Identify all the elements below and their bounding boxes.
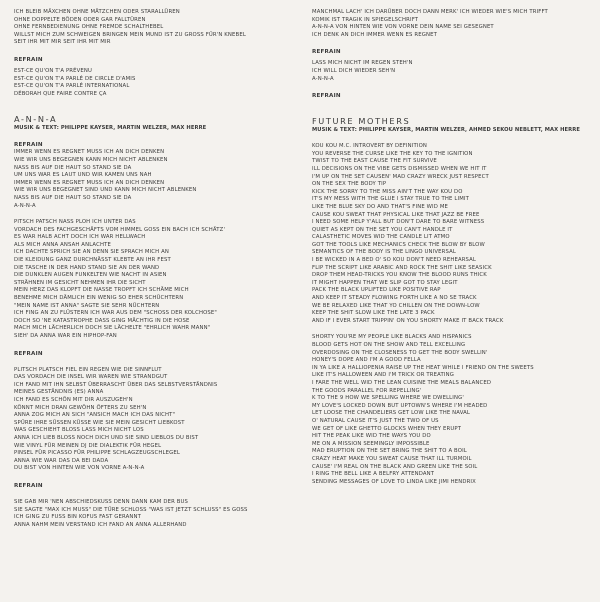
refrain-regen bbox=[312, 60, 594, 83]
lyric-line: THE GOODS PARALLEL FOR REPELLING' bbox=[312, 387, 422, 394]
lyric-line: SIE GAB MIR 'NEN ABSCHIEDSKUSS DENN DANN KAM DER BUS bbox=[14, 498, 189, 505]
verse-3 bbox=[14, 499, 304, 529]
lyric-line: YOU REVERSE THE CURSE LIKE THE KEY TO THE IGNITION bbox=[312, 150, 473, 157]
lyric-line: CAUSE' I'M REAL ON THE BLACK AND GREEN LIKE THE SOIL bbox=[312, 463, 478, 470]
lyric-line: KÖNNT MICH DRAN GEWÖHN ÖFTERS ZU SEH'N bbox=[14, 404, 147, 411]
lyric-line: SENDING MESSAGES OF LOVE TO LINDA LIKE JIMI HENDRIX bbox=[312, 478, 476, 485]
lyric-line: SIE SAGTE "MAX ICH MUSS" DIE TÜRE SCHLOSS "WAS IST JETZT SCHLUSS" ES GOSS bbox=[14, 506, 248, 513]
lyric-line: ME ON A MISSION SEEMINGLY IMPOSSIBLE bbox=[312, 440, 430, 447]
lyric-line: DIE TASCHE IN DER HAND STAND SIE AN DER WAND bbox=[14, 264, 160, 271]
song-title-future-mothers: FUTURE MOTHERS bbox=[312, 116, 411, 127]
refrain-heading: REFRAIN bbox=[14, 56, 43, 63]
verse-1 bbox=[14, 219, 304, 341]
lyric-line: I NEED SOME HELP Y'ALL BUT DON'T DARE TO BARE WITNESS bbox=[312, 219, 485, 226]
lyric-line: ON THE SEX THE BODY TIP bbox=[312, 181, 387, 188]
lyric-line: WE GET OF LIKE GHETTO GLOCKS WHEN THEY ERUPT bbox=[312, 425, 462, 432]
refrain-heading: REFRAIN bbox=[312, 49, 341, 56]
lyric-line: PACK THE BLACK UPLIFTED LIKE POSITIVE RAP bbox=[312, 287, 441, 294]
refrain-heading: REFRAIN bbox=[312, 93, 341, 100]
lyric-line: ANNA ICH LIEB BLOSS NOCH DICH UND SIE SIND LIEBLOS DU BIST bbox=[14, 434, 199, 441]
lyric-line: ANNA ZOG MICH AN SICH "ANSICH MACH ICH DAS NICHT" bbox=[14, 412, 176, 419]
lyric-line: HIT THE PEAK LIKE WID THE WAYS YOU DO bbox=[312, 433, 431, 440]
lyric-line: WILLST MICH ZUM SCHWEIGEN BRINGEN MEIN MUND IST ZU GROSS FÜR'N KNEBEL bbox=[14, 31, 246, 38]
lyric-line: BENEHME MICH DÄMLICH EIN WENIG SO EHER SCHÜCHTERN bbox=[14, 295, 184, 302]
lyric-line: STRÄHNEN IM GESICHT NEHMEN IHR DIE SICHT bbox=[14, 279, 146, 286]
lyric-line: OHNE DOPPELTE BÖDEN ODER GAR FALLTÜREN bbox=[14, 16, 146, 23]
lyric-line: PITSCH PATSCH NASS PLOH ICH UNTER DAS bbox=[14, 219, 136, 226]
lyric-line: AND IF I EVER START TRIPPIN' ON YOU SHORTY MAKE IT BACK TRACK bbox=[312, 317, 504, 324]
lyric-line: TWIST TO THE EAST CAUSE THE FIT SURVIVE bbox=[312, 158, 437, 165]
lyric-line: MANCHMAL LACH' ICH DARÜBER DOCH DANN MERK' ICH WIEDER WIE'S MICH TRIFFT bbox=[312, 9, 548, 15]
lyric-line: K TO THE 9 HOW WE SPELLING WHERE WE DWELLING' bbox=[312, 395, 464, 402]
lyric-line: IN YA LIKE A HALLIOPENIA RAISE UP THE HEAT WHILE I FRIEND ON THE SWEETS bbox=[312, 364, 534, 371]
lyric-line: MEINES GESTÄNDNIS (ES) ANNA bbox=[14, 389, 104, 396]
lyric-line: ES WAR HALB ACHT DOCH ICH WAR HELLWACH bbox=[14, 234, 146, 241]
song-title-anna: A-N-N-A bbox=[14, 114, 58, 125]
lyric-line: LIKE IT'S HALLOWEEN AND I'M TRICK OR TREATING bbox=[312, 372, 454, 379]
refrain-anna bbox=[14, 149, 304, 210]
lyric-line: DU BIST VON HINTEN WIE VON VORNE A-N-N-A bbox=[14, 465, 145, 472]
lyric-line: ICH FING AN ZU FLÜSTERN ICH WAR AUS DEM "SCHOSS DER KOLCHOSE" bbox=[14, 310, 218, 317]
lyric-line: OHNE FERNBEDIENUNG OHNE FREMDE SCHALTHEBEL bbox=[14, 24, 164, 31]
lyric-line: NASS BIS AUF DIE HAUT SO STAND SIE DA bbox=[14, 164, 132, 171]
lyric-line: ICH BLEIB MÄXCHEN OHNE MÄTZCHEN ODER STARALLÜREN bbox=[14, 9, 180, 15]
lyric-line: EST-CE QU'ON T'A PRÉVENU bbox=[14, 67, 93, 74]
lyric-line: PINSEL FÜR PICASSO FÜR PHILIPPE SCHLAGZEUGSCHLEGEL bbox=[14, 450, 180, 457]
refrain-heading: REFRAIN bbox=[14, 142, 43, 149]
lyric-line: CALASTHETIC MOVES WID THE CANDLE LIT ATMO bbox=[312, 234, 450, 241]
lyric-line: A-N-N-A bbox=[14, 202, 36, 209]
lyric-line: WAS GESCHIEHT BLOSS LASS MICH NICHT LOS bbox=[14, 427, 144, 434]
lyric-line: DÉBORAH QUE FAIRE CONTRE ÇA bbox=[14, 90, 107, 97]
intro-verse bbox=[14, 9, 304, 47]
lyric-line: SPÜRE IHRE SÜSSEN KÜSSE WIE SIE MEIN GESICHT LIEBKOST bbox=[14, 419, 185, 426]
lyric-line: WIE WIR UNS BEGEGNET SIND UND KANN MICH NICHT ABLENKEN bbox=[14, 187, 197, 194]
lyric-line: QUIET AS KEPT ON THE SET YOU CAN'T HANDLE IT bbox=[312, 226, 453, 233]
lyric-line: SIEH' DA ANNA WAR EIN HIPHOP-FAN bbox=[14, 333, 117, 339]
left-column bbox=[14, 9, 304, 529]
lyric-line: KOMIK IST TRAGIK IN SPIEGELSCHRIFT bbox=[312, 16, 419, 23]
lyric-line: EST-CE QU'ON T'A PARLÉ DE CIRCLE D'AMIS bbox=[14, 75, 136, 82]
refrain-heading: REFRAIN bbox=[14, 350, 43, 357]
lyric-line: A-N-N-A bbox=[312, 75, 334, 82]
lyric-line: LET LOOSE THE CHANDELIERS GET LOW LIKE THE NAVAL bbox=[312, 410, 471, 417]
verse-continued bbox=[312, 9, 594, 39]
lyric-line: I RING THE BELL LIKE A BELFRY ATTENDANT bbox=[312, 471, 435, 478]
lyric-line: "MEIN NAME IST ANNA" SAGTE SIE SEHR NÜCHTERN bbox=[14, 302, 160, 309]
lyric-line: ICH FAND MIT IHN SELBST ÜBERRASCHT ÜBER DAS SELBSTVERSTÄNDNIS bbox=[14, 381, 218, 388]
lyric-line: DAS VORDACH DIE INSEL WIR WAREN WIE STRANDGUT bbox=[14, 374, 168, 381]
lyric-line: DOCH SO 'NE KATASTROPHE DASS GING MÄCHTIG IN DIE HOSE bbox=[14, 317, 190, 324]
lyric-line: IT MIGHT HAPPEN THAT WE SLIP GOT TO STAY LEGIT bbox=[312, 279, 458, 286]
lyric-line: LIKE THE BLUE SKY DO AND THAT'S FINE WID ME bbox=[312, 203, 449, 210]
lyric-line: MY LOVE'S LOCKED DOWN BUT UPTOWN'S WHERE I'M HEADED bbox=[312, 402, 488, 409]
verse-1 bbox=[312, 143, 594, 325]
lyric-line: FLIP THE SCRIPT LIKE ARABIC AND ROCK THE SHIT LIKE SEASICK bbox=[312, 264, 492, 271]
lyric-line: KOU KOU M.C. INTROVERT BY DEFINITION bbox=[312, 143, 427, 150]
lyric-line: KICK THE SORRY TO THE MISS AIN'T THE WAY KOU DO bbox=[312, 188, 463, 195]
lyric-line: UM UNS WAR ES LAUT UND WIR KAMEN UNS NAH bbox=[14, 172, 152, 179]
lyric-line: I BE WICKED IN A BED O' SO KOU DON'T NEED REHEARSAL bbox=[312, 257, 477, 264]
lyric-line: ANNA NAHM MEIN VERSTAND ICH FAND AN ANNA ALLERHAND bbox=[14, 521, 187, 528]
refrain-heading: REFRAIN bbox=[14, 482, 43, 489]
lyric-line: SHORTY YOU'RE MY PEOPLE LIKE BLACKS AND HISPANICS bbox=[312, 334, 472, 341]
lyric-line: MAD ERUPTION ON THE SET BRING THE SHIT TO A BOIL bbox=[312, 448, 467, 455]
verse-2 bbox=[312, 334, 594, 486]
song-credit-anna: MUSIK & TEXT: PHILIPPE KAYSER, MARTIN WELZER, MAX HERRE bbox=[14, 125, 207, 132]
refrain-french bbox=[14, 68, 304, 98]
lyric-line: I FARE THE WELL WID THE LEAN CUISINE THE MEALS BALANCED bbox=[312, 379, 492, 386]
lyric-line: HONEY'S DOPE AND I'M A GOOD FELLA bbox=[312, 357, 421, 364]
lyric-line: KEEP THE SHIT SLOW LIKE THE LATE 3 PACK bbox=[312, 310, 435, 317]
verse-2 bbox=[14, 367, 304, 473]
lyric-line: ICH GING ZU FUSS BIN KOFUS FAST GERANNT bbox=[14, 514, 142, 521]
lyric-line: OVERDOSING ON THE CLOSENESS TO GET THE BODY SWELLIN' bbox=[312, 349, 488, 356]
right-column bbox=[312, 9, 594, 486]
lyric-line: IT'S MY MESS WITH THE GLUE I STAY TRUE TO THE LIMIT bbox=[312, 196, 470, 203]
lyric-line: PLITSCH PLATSCH FIEL EIN REGEN WIE DIE SINNFLUT bbox=[14, 366, 162, 373]
lyric-line: WE BE RELAXED LIKE THAT YO CHILLEN ON THE DOWN-LOW bbox=[312, 302, 480, 309]
lyric-line: IMMER WENN ES REGNET MUSS ICH AN DICH DENKEN bbox=[14, 179, 165, 186]
lyric-line: ICH WILL DICH WIEDER SEH'N bbox=[312, 67, 396, 74]
lyric-line: DROP THEM HEAD-TRICKS YOU KNOW THE BLOOD RUNS THICK bbox=[312, 272, 487, 279]
lyric-line: WIE WIR UNS BEGEGNEN KANN MICH NICHT ABLENKEN bbox=[14, 156, 168, 163]
lyric-line: DIE DUNKLEN AUGEN FUNKELTEN WIE NACHT IN ASIEN bbox=[14, 272, 167, 279]
lyric-line: GOT THE TOOLS LIKE MECHANICS CHECK THE BLOW BY BLOW bbox=[312, 241, 485, 248]
lyric-line: IMMER WENN ES REGNET MUSS ICH AN DICH DENKEN bbox=[14, 149, 165, 156]
lyric-line: VORDACH DES FACHGESCHÄFTS VOM HIMMEL GOSS EIN BACH ICH SCHÄTZ' bbox=[14, 226, 226, 233]
lyric-line: CRAZY HEAT MAKE YOU SWEAT CAUSE THAT ILL TURMOIL bbox=[312, 455, 472, 462]
lyric-line: A-N-N-A VON HINTEN WIE VON VORNE DEIN NAME SEI GESEGNET bbox=[312, 24, 494, 31]
lyric-line: O' NATURAL CAUSE IT'S JUST THE TWO OF US bbox=[312, 417, 439, 424]
lyric-line: AND KEEP IT STEADY FLOWING FORTH LIKE A NO SE TRACK bbox=[312, 295, 477, 302]
lyric-line: ALS MICH ANNA ANSAH ANLACHTE bbox=[14, 241, 111, 248]
song-credit-future-mothers: MUSIK & TEXT: PHILIPPE KAYSER, MARTIN WELZER, AHMED SEKOU NEBLETT, MAX HERRE bbox=[312, 127, 581, 134]
lyric-line: BLOOD GETS HOT ON THE SHOW AND TELL EXCELLING bbox=[312, 342, 466, 348]
lyric-line: ICH DACHTE SPRICH SIE AN DENN SIE SPRACH MICH AN bbox=[14, 249, 169, 256]
lyric-line: WIE VINYL FÜR MEINEN DJ DIE DIALEKTIK FÜR HEGEL bbox=[14, 442, 162, 449]
lyric-line: ICH FAND ES SCHÖN MIT DIR AUSZUGEH'N bbox=[14, 396, 133, 403]
lyric-line: ICH DENK AN DICH IMMER WENN ES REGNET bbox=[312, 31, 437, 38]
lyric-line: EST-CE QU'ON T'A PARLÉ INTERNATIONAL bbox=[14, 83, 130, 90]
lyric-line: SEIT IHR MIT MIR SEIT IHR MIT MIR bbox=[14, 39, 111, 46]
lyric-line: DIE KLEIDUNG GANZ DURCHNÄSST KLEBTE AN IHR FEST bbox=[14, 257, 171, 264]
lyric-line: ILL DECISIONS ON THE VIBE GETS DISMISSED WHEN WE HIT IT bbox=[312, 165, 487, 172]
lyric-line: CAUSE KOU SWEAT THAT PHYSICAL LIKE THAT JAZZ BE FREE bbox=[312, 211, 480, 218]
lyric-line: SEMANTICS OF THE BODY IS THE LINGO UNIVERSAL bbox=[312, 249, 456, 256]
lyric-line: I'M UP ON THE SET CAUSEN' MAD CRAZY WRECK JUST RESPECT bbox=[312, 173, 489, 180]
lyric-line: LASS MICH NICHT IM REGEN STEH'N bbox=[312, 60, 413, 67]
lyric-line: NASS BIS AUF DIE HAUT SO STAND SIE DA bbox=[14, 194, 132, 201]
lyric-line: ANNA WIE WAR DAS DA BEI DADA bbox=[14, 457, 109, 464]
lyric-line: MEIN HERZ DAS KLOPFT DIE NASSE TROPFT ICH SCHÄME MICH bbox=[14, 287, 189, 294]
lyric-line: MACH MICH LÄCHERLICH DOCH SIE LÄCHELTE "EHRLICH WAHR MANN" bbox=[14, 325, 211, 332]
